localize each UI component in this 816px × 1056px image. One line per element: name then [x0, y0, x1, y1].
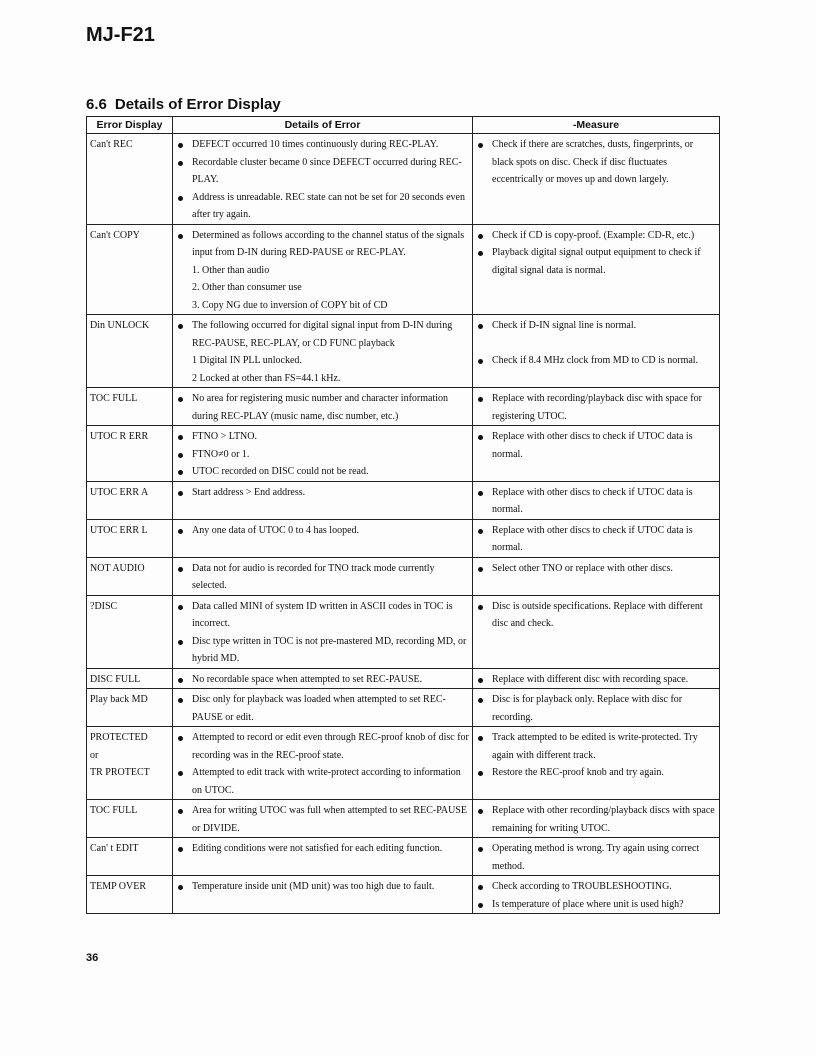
error-display-cell: [87, 519, 173, 557]
measure-list: [476, 691, 716, 726]
bullet-item: No area for registering music number and character information during REC-PLAY (music name, disc number, etc.): [176, 390, 469, 425]
bullet-item: Start address > End address.: [176, 484, 469, 502]
error-display-cell: [87, 224, 173, 315]
measure-cell: [473, 800, 720, 838]
list-spacer: [476, 335, 716, 353]
measure-cell: [473, 876, 720, 914]
table-row: [87, 727, 720, 800]
details-list: [176, 598, 469, 668]
table-row: [87, 519, 720, 557]
error-code: TOC FULL: [90, 805, 138, 816]
bullet-item: Area for writing UTOC was full when attempted to set REC-PAUSE or DIVIDE.: [176, 802, 469, 837]
bullet-item: Editing conditions were not satisfied for each editing function.: [176, 840, 469, 858]
error-display-table: [86, 116, 720, 914]
measure-cell: [473, 426, 720, 482]
measure-list: [476, 802, 716, 837]
measure-list: [476, 227, 716, 280]
bullet-item: Recordable cluster became 0 since DEFECT occurred during REC-PLAY.: [176, 154, 469, 189]
sub-item: 1. Other than audio: [192, 264, 270, 276]
error-code: TOC FULL: [90, 393, 138, 404]
error-details-cell: [173, 800, 473, 838]
bullet-item: Playback digital signal output equipment to check if digital signal data is normal.: [476, 244, 716, 279]
bullet-item: Disc type written in TOC is not pre-mastered MD, recording MD, or hybrid MD.: [176, 633, 469, 668]
measure-cell: [473, 668, 720, 689]
table-header-row: [87, 117, 720, 134]
error-code: Can't REC: [90, 139, 133, 150]
details-list: [176, 878, 469, 896]
bullet-item: Data called MINI of system ID written in ASCII codes in TOC is incorrect.: [176, 598, 469, 633]
bullet-item: Check if there are scratches, dusts, fingerprints, or black spots on disc. Check if disc fluctuates eccentrically or moves up and down largely.: [476, 136, 716, 189]
sub-item: 2 Locked at other than FS=44.1 kHz.: [192, 372, 341, 384]
bullet-item: Operating method is wrong. Try again using correct method.: [476, 840, 716, 875]
details-list: [176, 691, 469, 726]
bullet-item: Disc is for playback only. Replace with disc for recording.: [476, 691, 716, 726]
measure-cell: [473, 838, 720, 876]
error-details-cell: [173, 426, 473, 482]
measure-list: [476, 878, 716, 913]
error-details-cell: [173, 315, 473, 388]
bullet-item: DEFECT occurred 10 times continuously during REC-PLAY.: [176, 136, 469, 154]
bullet-item: Replace with other discs to check if UTOC data is normal.: [476, 484, 716, 519]
error-display-cell: [87, 727, 173, 800]
bullet-item: Check according to TROUBLESHOOTING.: [476, 878, 716, 896]
error-details-cell: [173, 595, 473, 668]
measure-list: [476, 560, 716, 578]
error-display-cell: [87, 134, 173, 225]
error-display-cell: [87, 800, 173, 838]
section-number: 6.6: [86, 96, 107, 113]
error-details-cell: [173, 668, 473, 689]
error-details-cell: [173, 876, 473, 914]
table-row: [87, 388, 720, 426]
sub-item: 3. Copy NG due to inversion of COPY bit of CD: [192, 299, 388, 311]
bullet-item: Check if D-IN signal line is normal.: [476, 317, 716, 335]
error-code: Can't COPY: [90, 229, 140, 241]
details-list: [176, 390, 469, 425]
measure-list: [476, 671, 716, 689]
bullet-item: Restore the REC-proof knob and try again.: [476, 764, 716, 782]
bullet-item: Disc is outside specifications. Replace with different disc and check.: [476, 598, 716, 633]
error-code: DISC FULL: [90, 673, 141, 685]
error-details-cell: [173, 689, 473, 727]
measure-cell: [473, 481, 720, 519]
details-list: [176, 840, 469, 858]
details-list: [176, 484, 469, 502]
measure-cell: [473, 315, 720, 388]
bullet-item: Disc only for playback was loaded when attempted to set REC-PAUSE or edit.: [176, 691, 469, 726]
measure-list: [476, 522, 716, 557]
measure-list: [476, 484, 716, 519]
table-row: [87, 689, 720, 727]
details-list: [176, 227, 469, 315]
error-details-cell: [173, 727, 473, 800]
error-code: Can' t EDIT: [90, 843, 139, 854]
error-code: TEMP OVER: [90, 881, 147, 892]
table-row: [87, 800, 720, 838]
header-error-display: Error Display: [87, 117, 173, 134]
bullet-item: Replace with different disc with recording space.: [476, 671, 716, 689]
bullet-item: No recordable space when attempted to set REC-PAUSE.: [176, 671, 469, 689]
error-code: UTOC ERR A: [90, 486, 149, 498]
table-row: [87, 134, 720, 225]
table-row: [87, 426, 720, 482]
error-display-cell: [87, 668, 173, 689]
measure-list: [476, 136, 716, 189]
measure-list: [476, 390, 716, 425]
bullet-item: Replace with other discs to check if UTOC data is normal.: [476, 428, 716, 463]
error-code: TR PROTECT: [90, 767, 150, 778]
error-details-cell: [173, 481, 473, 519]
bullet-item: Replace with other recording/playback discs with space remaining for writing UTOC.: [476, 802, 716, 837]
table-body: [87, 134, 720, 914]
measure-cell: [473, 557, 720, 595]
details-list: [176, 802, 469, 837]
details-list: [176, 317, 469, 387]
bullet-item: Select other TNO or replace with other discs.: [476, 560, 716, 578]
bullet-item: Replace with other discs to check if UTOC data is normal.: [476, 522, 716, 557]
measure-list: [476, 840, 716, 875]
details-list: [176, 729, 469, 799]
error-code: Play back MD: [90, 694, 148, 705]
error-code: or: [90, 749, 99, 761]
section-heading: [86, 96, 281, 113]
error-code: PROTECTED: [90, 732, 148, 743]
bullet-item: Is temperature of place where unit is used high?: [476, 896, 716, 914]
sub-item: 2. Other than consumer use: [192, 282, 302, 293]
section-title: Details of Error Display: [114, 96, 281, 113]
bullet-item: Track attempted to be edited is write-protected. Try again with different track.: [476, 729, 716, 764]
measure-list: [476, 317, 716, 370]
table-row: [87, 876, 720, 914]
bullet-item: Data not for audio is recorded for TNO track mode currently selected.: [176, 560, 469, 595]
bullet-item: Check if CD is copy-proof. (Example: CD-R, etc.): [476, 227, 716, 245]
header-measure: -Measure: [473, 117, 720, 134]
bullet-item: FTNO≠0 or 1.: [176, 446, 469, 464]
sub-item: 1 Digital IN PLL unlocked.: [192, 355, 302, 366]
error-display-cell: [87, 876, 173, 914]
error-code: ?DISC: [90, 600, 118, 612]
bullet-item: FTNO > LTNO.: [176, 428, 469, 446]
measure-cell: [473, 134, 720, 225]
details-list: [176, 428, 469, 481]
table-row: [87, 315, 720, 388]
measure-list: [476, 598, 716, 633]
details-list: [176, 136, 469, 224]
error-code: NOT AUDIO: [90, 562, 145, 574]
bullet-item: Determined as follows according to the channel status of the signals input from D-IN during RED-PAUSE or REC-PLAY.: [176, 227, 469, 262]
error-display-cell: [87, 426, 173, 482]
table-row: [87, 595, 720, 668]
measure-list: [476, 428, 716, 463]
bullet-item: Any one data of UTOC 0 to 4 has looped.: [176, 522, 469, 540]
bullet-item: UTOC recorded on DISC could not be read.: [176, 463, 469, 481]
measure-cell: [473, 727, 720, 800]
bullet-item: Replace with recording/playback disc with space for registering UTOC.: [476, 390, 716, 425]
error-display-cell: [87, 481, 173, 519]
error-details-cell: [173, 519, 473, 557]
table-row: [87, 838, 720, 876]
error-display-cell: [87, 689, 173, 727]
measure-cell: [473, 224, 720, 315]
measure-cell: [473, 388, 720, 426]
error-display-cell: [87, 315, 173, 388]
error-details-cell: [173, 557, 473, 595]
bullet-item: The following occurred for digital signal input from D-IN during REC-PAUSE, REC-PLAY, or CD FUNC playback: [176, 317, 469, 352]
details-list: [176, 560, 469, 595]
error-details-cell: [173, 224, 473, 315]
error-details-cell: [173, 388, 473, 426]
model-name: MJ-F21: [86, 24, 155, 46]
table-row: [87, 481, 720, 519]
table-row: [87, 668, 720, 689]
details-list: [176, 522, 469, 540]
table-row: [87, 224, 720, 315]
measure-cell: [473, 519, 720, 557]
error-code: UTOC ERR L: [90, 524, 148, 536]
error-display-cell: [87, 595, 173, 668]
table-row: [87, 557, 720, 595]
error-display-cell: [87, 838, 173, 876]
error-details-cell: [173, 134, 473, 225]
details-list: [176, 671, 469, 689]
bullet-item: Check if 8.4 MHz clock from MD to CD is normal.: [476, 352, 716, 370]
error-display-cell: [87, 557, 173, 595]
measure-cell: [473, 595, 720, 668]
header-details-of-error: Details of Error: [173, 117, 473, 134]
error-details-cell: [173, 838, 473, 876]
bullet-item: Attempted to edit track with write-protect according to information on UTOC.: [176, 764, 469, 799]
measure-cell: [473, 689, 720, 727]
page-number: 36: [86, 952, 99, 964]
error-display-cell: [87, 388, 173, 426]
error-code: Din UNLOCK: [90, 320, 150, 331]
bullet-item: Address is unreadable. REC state can not be set for 20 seconds even after try again.: [176, 189, 469, 224]
bullet-item: Temperature inside unit (MD unit) was too high due to fault.: [176, 878, 469, 896]
bullet-item: Attempted to record or edit even through REC-proof knob of disc for recording was in the REC-proof state.: [176, 729, 469, 764]
error-code: UTOC R ERR: [90, 431, 149, 442]
measure-list: [476, 729, 716, 782]
